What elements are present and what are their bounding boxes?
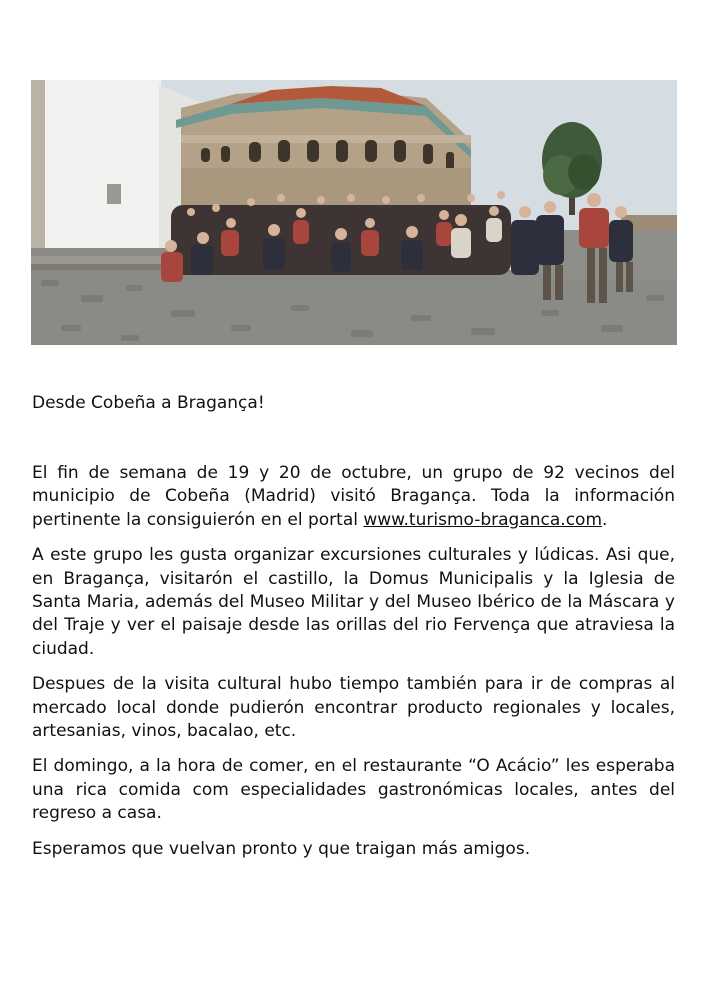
paragraph-trip-intro [32, 462, 675, 532]
group-photo [31, 80, 677, 345]
domus-municipalis [176, 86, 471, 208]
paragraph-trip-intro-end: . [602, 509, 608, 530]
paragraph-shopping: Despues de la visita cultural hubo tiempo también para ir de compras al mercado local donde pudierón encontrar producto regionales y locales, artesanias, vinos, bacalao, etc. [32, 674, 675, 742]
article-heading: Desde Cobeña a Bragança! [32, 393, 265, 413]
group-photo-illustration [31, 80, 677, 345]
article-body [32, 462, 675, 873]
tourism-portal-link[interactable]: www.turismo-braganca.com [363, 509, 603, 530]
paragraph-lunch: El domingo, a la hora de comer, en el restaurante “O Acácio” les esperaba una rica comida com especialidades gastronómicas locales, antes del regreso a casa. [32, 756, 675, 824]
paragraph-visits: A este grupo les gusta organizar excursiones culturales y lúdicas. Asi que, en Bragança, visitarón el castillo, la Domus Municipalis y la Iglesia de Santa Maria, además del Museo Militar y del Museo Ibérico de la Máscara y del Traje y ver el paisaje desde las orillas del rio Fervença que atraviesa la ciudad. [32, 545, 675, 659]
paragraph-closing: Esperamos que vuelvan pronto y que traigan más amigos. [32, 838, 531, 859]
paragraph-trip-intro-text: El fin de semana de 19 y 20 de octubre, un grupo de 92 vecinos del municipio de Cobeña (Madrid) visitó Bragança. Toda la información pertinente la consiguierón en el portal [32, 463, 675, 530]
